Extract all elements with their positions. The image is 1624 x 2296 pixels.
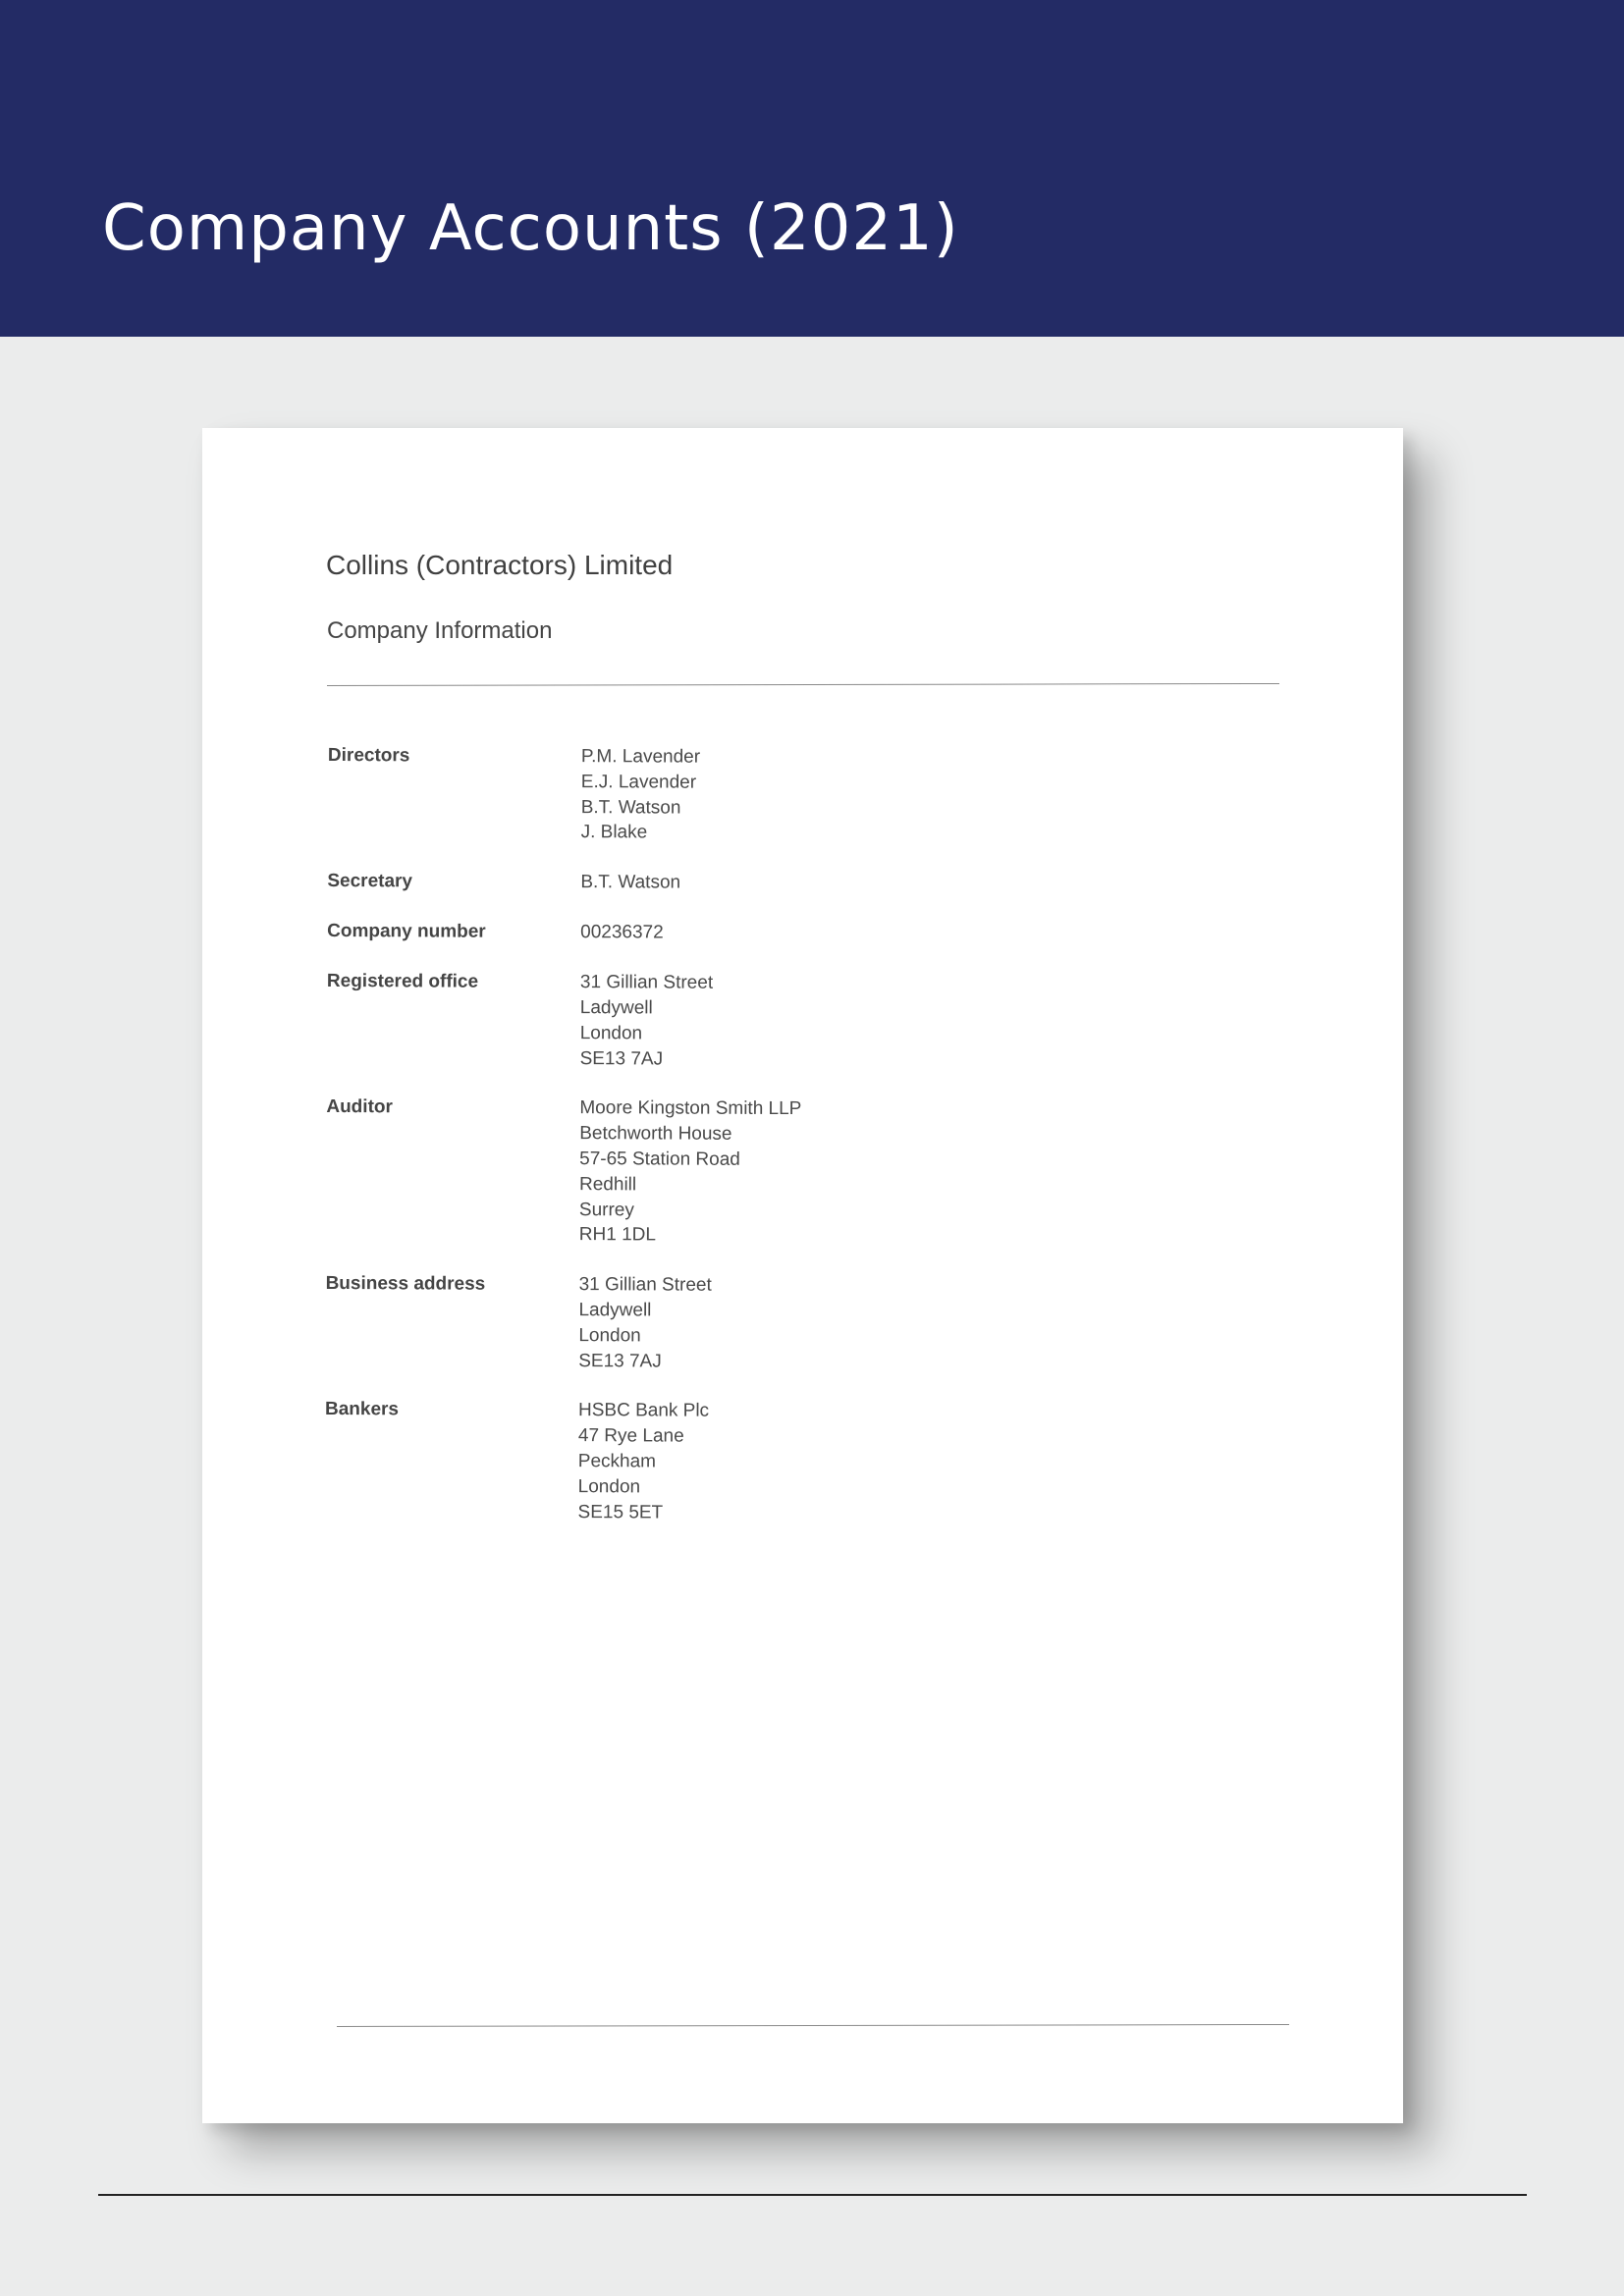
info-row — [327, 869, 1211, 898]
info-value-line: London — [577, 1475, 641, 1498]
company-info-list — [324, 743, 1212, 1552]
info-value-line: HSBC Bank Plc — [577, 1400, 710, 1422]
info-value-line: 31 Gillian Street — [579, 972, 714, 993]
info-value-line: J. Blake — [580, 822, 648, 843]
company-name: Collins (Contractors) Limited — [326, 550, 674, 580]
info-values — [578, 1398, 710, 1525]
info-value-line: Ladywell — [579, 997, 653, 1019]
info-label: Secretary — [327, 871, 413, 892]
info-row — [327, 969, 1211, 1074]
info-value-line: B.T. Watson — [580, 872, 681, 893]
info-row — [326, 1095, 1211, 1251]
page-title: Company Accounts (2021) — [102, 192, 959, 265]
info-value-line: Moore Kingston Smith LLP — [579, 1097, 802, 1120]
info-value-line: SE13 7AJ — [579, 1047, 664, 1070]
info-value-line: P.M. Lavender — [580, 746, 701, 768]
info-label: Directors — [327, 745, 410, 767]
info-value-line: E.J. Lavender — [580, 771, 697, 793]
info-value-line: London — [579, 1022, 643, 1044]
info-label: Bankers — [324, 1399, 400, 1420]
bottom-divider — [337, 2024, 1289, 2027]
info-row — [325, 1397, 1210, 1527]
header-banner — [0, 0, 1624, 337]
info-label: Registered office — [326, 971, 479, 992]
info-row — [328, 743, 1212, 848]
info-value-line: Redhill — [578, 1173, 637, 1196]
top-divider — [327, 683, 1279, 686]
info-values — [579, 1095, 802, 1249]
footer-divider — [98, 2194, 1527, 2196]
info-values — [581, 744, 701, 846]
info-value-line: Ladywell — [578, 1300, 652, 1321]
info-row — [327, 919, 1211, 948]
info-value-line: RH1 1DL — [578, 1224, 657, 1246]
info-value-line: London — [578, 1324, 641, 1347]
info-label: Company number — [327, 921, 486, 942]
info-value-line: 57-65 Station Road — [579, 1148, 740, 1170]
info-values — [580, 970, 714, 1072]
section-title: Company Information — [327, 617, 553, 644]
info-value-line: Surrey — [578, 1199, 634, 1220]
info-values — [580, 870, 680, 895]
info-value-line: B.T. Watson — [580, 796, 681, 819]
info-label: Auditor — [326, 1096, 393, 1118]
info-value-line: SE15 5ET — [577, 1501, 664, 1523]
info-label: Business address — [325, 1273, 486, 1295]
info-value-line: 31 Gillian Street — [578, 1274, 712, 1296]
info-values — [578, 1272, 712, 1374]
info-value-line: 00236372 — [580, 922, 664, 943]
info-row — [325, 1271, 1209, 1376]
info-values — [580, 920, 664, 945]
info-value-line: Peckham — [577, 1451, 657, 1472]
info-value-line: 47 Rye Lane — [577, 1425, 684, 1447]
info-value-line: Betchworth House — [579, 1123, 732, 1145]
info-value-line: SE13 7AJ — [578, 1350, 662, 1372]
document-preview — [202, 428, 1403, 2123]
